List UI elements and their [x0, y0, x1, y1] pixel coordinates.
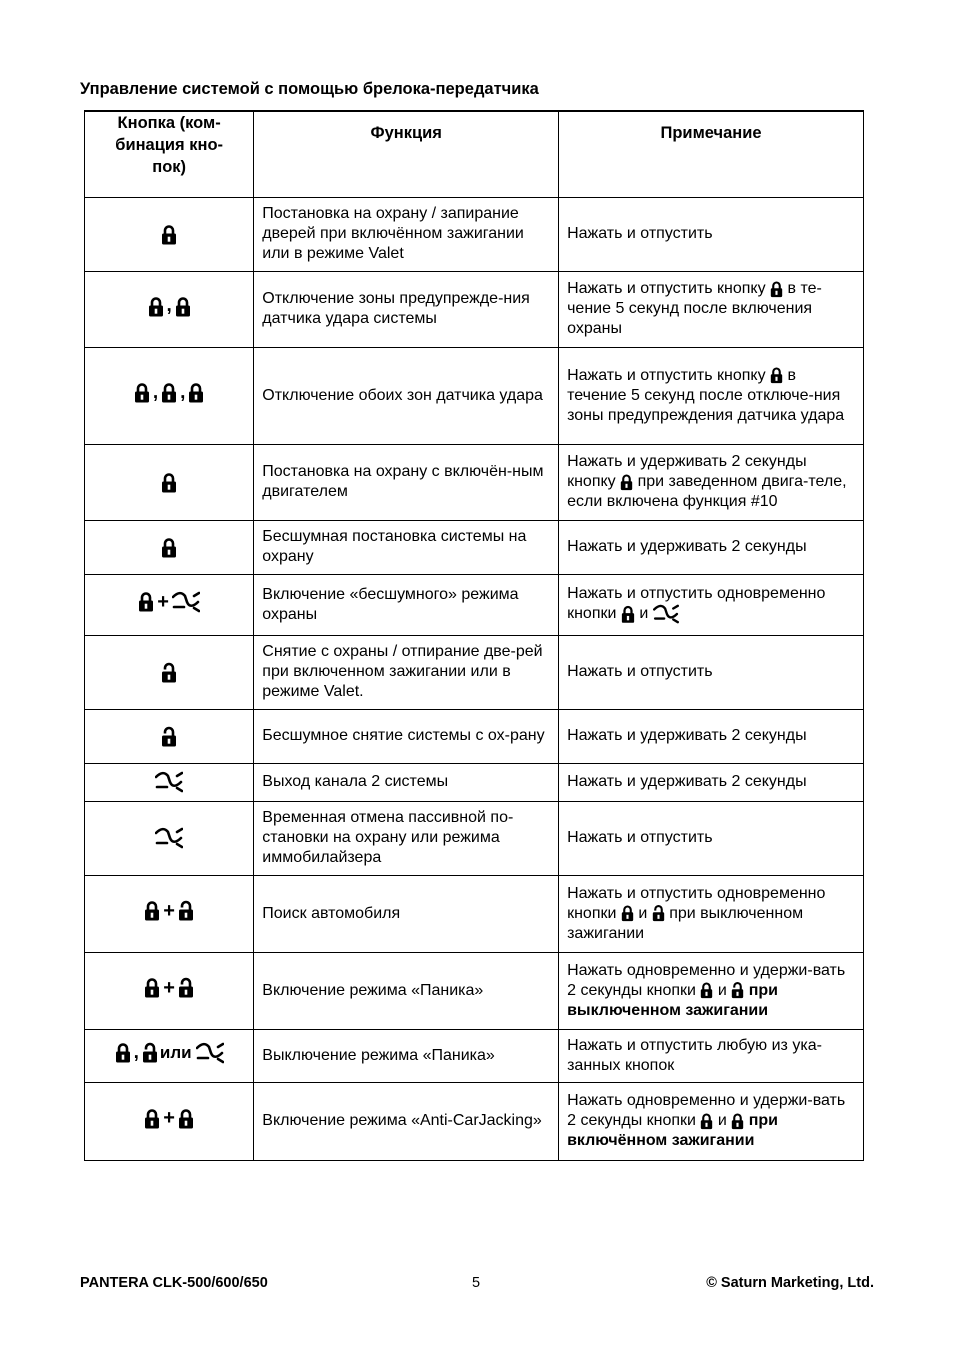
- lock-closed-icon: [144, 1107, 160, 1130]
- note-cell: Нажать и отпустить любую из ука-занных кнопок: [559, 1029, 864, 1082]
- lock-closed-icon: [621, 904, 634, 922]
- lock-closed-icon: [161, 223, 177, 246]
- function-cell: Постановка на охрану с включён-ным двигателем: [254, 444, 559, 520]
- function-cell: Постановка на охрану / запирание дверей при включённом зажигании или в режиме Valet: [254, 197, 559, 271]
- button-cell: [85, 709, 254, 763]
- note-cell: [559, 444, 864, 520]
- page-number: 5: [472, 1275, 481, 1291]
- note-text: в течение 5 секунд после отключе-ния зоны предупреждения датчика удара: [567, 366, 845, 424]
- button-cell: [85, 574, 254, 635]
- function-cell: Выключение режима «Паника»: [254, 1029, 559, 1082]
- table-row: [85, 763, 864, 801]
- lock-closed-icon: [700, 981, 713, 999]
- function-cell: Снятие с охраны / отпирание две-рей при включенном зажигании или в режиме Valet.: [254, 635, 559, 709]
- note-cell: Нажать и отпустить: [559, 801, 864, 875]
- button-cell: [85, 1082, 254, 1160]
- lock-open-icon: [161, 661, 177, 684]
- note-text: при включённом зажигании: [567, 1112, 778, 1149]
- lock-open-icon: [652, 904, 665, 922]
- plus-separator: +: [157, 590, 169, 613]
- lock-closed-icon: [161, 381, 177, 404]
- table-row: [85, 1029, 864, 1082]
- table-row: [85, 875, 864, 952]
- note-cell: Нажать и отпустить: [559, 197, 864, 271]
- note-cell: [559, 875, 864, 952]
- note-cell: Нажать и отпустить: [559, 635, 864, 709]
- table-row: [85, 347, 864, 444]
- table-row: [85, 574, 864, 635]
- function-cell: Отключение обоих зон датчика удара: [254, 347, 559, 444]
- button-cell: [85, 763, 254, 801]
- lock-open-icon: [161, 725, 177, 748]
- note-text: в те-чение 5 секунд после включения охраны: [567, 280, 822, 337]
- lock-closed-icon: [178, 1107, 194, 1130]
- lock-closed-icon: [144, 976, 160, 999]
- note-text: Нажать и отпустить кнопку: [567, 366, 766, 384]
- note-cell: [559, 1082, 864, 1160]
- table-row: [85, 801, 864, 875]
- channel-2-icon: [155, 827, 183, 849]
- function-cell: Бесшумное снятие системы с ох-рану: [254, 709, 559, 763]
- header-button: Кнопка (ком- бинация кно- пок): [85, 111, 254, 197]
- and-word: и: [717, 981, 727, 999]
- table-row: [85, 444, 864, 520]
- button-cell: [85, 801, 254, 875]
- header-note: Примечание: [559, 111, 864, 197]
- footer-model: PANTERA CLK-500/600/650: [80, 1275, 268, 1291]
- lock-closed-icon: [115, 1041, 131, 1064]
- lock-closed-icon: [161, 536, 177, 559]
- plus-separator: +: [163, 1107, 175, 1129]
- lock-closed-icon: [175, 295, 191, 318]
- lock-closed-icon: [144, 899, 160, 922]
- table-row: [85, 197, 864, 271]
- lock-closed-icon: [148, 295, 164, 318]
- lock-open-icon: [178, 899, 194, 922]
- note-cell: [559, 271, 864, 347]
- note-cell: Нажать и удерживать 2 секунды: [559, 520, 864, 574]
- note-text: при заведенном двига-теле, если включена функция #10: [567, 473, 847, 510]
- comma-separator: ,: [133, 1041, 139, 1063]
- table-row: [85, 271, 864, 347]
- button-cell: [85, 444, 254, 520]
- table-row: [85, 952, 864, 1029]
- keyfob-functions-table: [84, 110, 864, 1161]
- lock-closed-icon: [770, 280, 783, 298]
- note-text: Нажать и отпустить кнопку: [567, 280, 766, 297]
- table-row: [85, 635, 864, 709]
- function-cell: Включение режима «Паника»: [254, 952, 559, 1029]
- and-word: и: [639, 605, 649, 623]
- table-row: [85, 1082, 864, 1160]
- function-cell: Отключение зоны предупрежде-ния датчика удара системы: [254, 271, 559, 347]
- lock-closed-icon: [138, 590, 154, 613]
- lock-closed-icon: [161, 471, 177, 494]
- function-cell: Бесшумная постановка системы на охрану: [254, 520, 559, 574]
- lock-closed-icon: [621, 604, 635, 624]
- function-cell: Поиск автомобиля: [254, 875, 559, 952]
- function-cell: Временная отмена пассивной по-становки на охрану или режима иммобилайзера: [254, 801, 559, 875]
- channel-2-icon: [155, 771, 183, 793]
- lock-open-icon: [142, 1041, 158, 1064]
- note-text: Нажать и отпустить одновременно кнопки: [567, 884, 826, 922]
- channel-2-icon: [172, 591, 200, 613]
- button-cell: [85, 197, 254, 271]
- button-cell: [85, 271, 254, 347]
- channel-2-icon: [196, 1042, 224, 1064]
- note-text: при выключенном зажигании: [567, 904, 804, 942]
- lock-open-icon: [178, 976, 194, 999]
- note-text: при выключенном зажигании: [567, 981, 778, 1019]
- function-cell: Включение «бесшумного» режима охраны: [254, 574, 559, 635]
- note-cell: [559, 952, 864, 1029]
- lock-closed-icon: [188, 381, 204, 404]
- and-word: и: [638, 904, 648, 922]
- lock-closed-icon: [620, 473, 633, 491]
- plus-separator: +: [163, 899, 175, 922]
- note-text: Нажать и удерживать 2 секунды кнопку: [567, 453, 807, 490]
- button-cell: [85, 635, 254, 709]
- note-cell: Нажать и удерживать 2 секунды: [559, 763, 864, 801]
- note-text: Нажать одновременно и удержи-вать 2 секунды кнопки: [567, 961, 846, 999]
- button-cell: [85, 1029, 254, 1082]
- footer-copyright: © Saturn Marketing, Ltd.: [706, 1275, 874, 1291]
- or-word: или: [159, 1042, 192, 1062]
- lock-closed-icon: [770, 366, 783, 384]
- and-word: и: [717, 1112, 727, 1129]
- channel-2-icon: [653, 604, 679, 624]
- button-cell: [85, 520, 254, 574]
- function-cell: Выход канала 2 системы: [254, 763, 559, 801]
- lock-closed-icon: [700, 1112, 713, 1130]
- note-text: Нажать и отпустить одновременно кнопки: [567, 585, 826, 623]
- lock-closed-icon: [134, 381, 150, 404]
- table-header-row: [85, 111, 864, 197]
- note-cell: Нажать и удерживать 2 секунды: [559, 709, 864, 763]
- comma-separator: ,: [152, 381, 159, 403]
- page-title: Управление системой с помощью брелока-передатчика: [80, 80, 539, 98]
- table-row: [85, 520, 864, 574]
- function-cell: Включение режима «Anti-CarJacking»: [254, 1082, 559, 1160]
- comma-separator: ,: [166, 295, 172, 316]
- plus-separator: +: [163, 976, 175, 999]
- lock-open-icon: [731, 981, 744, 999]
- note-cell: [559, 574, 864, 635]
- table-row: [85, 709, 864, 763]
- header-function: Функция: [254, 111, 559, 197]
- note-cell: [559, 347, 864, 444]
- note-text: Нажать одновременно и удержи-вать 2 секунды кнопки: [567, 1092, 846, 1129]
- button-cell: [85, 952, 254, 1029]
- lock-closed-icon: [731, 1112, 744, 1130]
- comma-separator: ,: [180, 381, 186, 403]
- button-cell: [85, 347, 254, 444]
- button-cell: [85, 875, 254, 952]
